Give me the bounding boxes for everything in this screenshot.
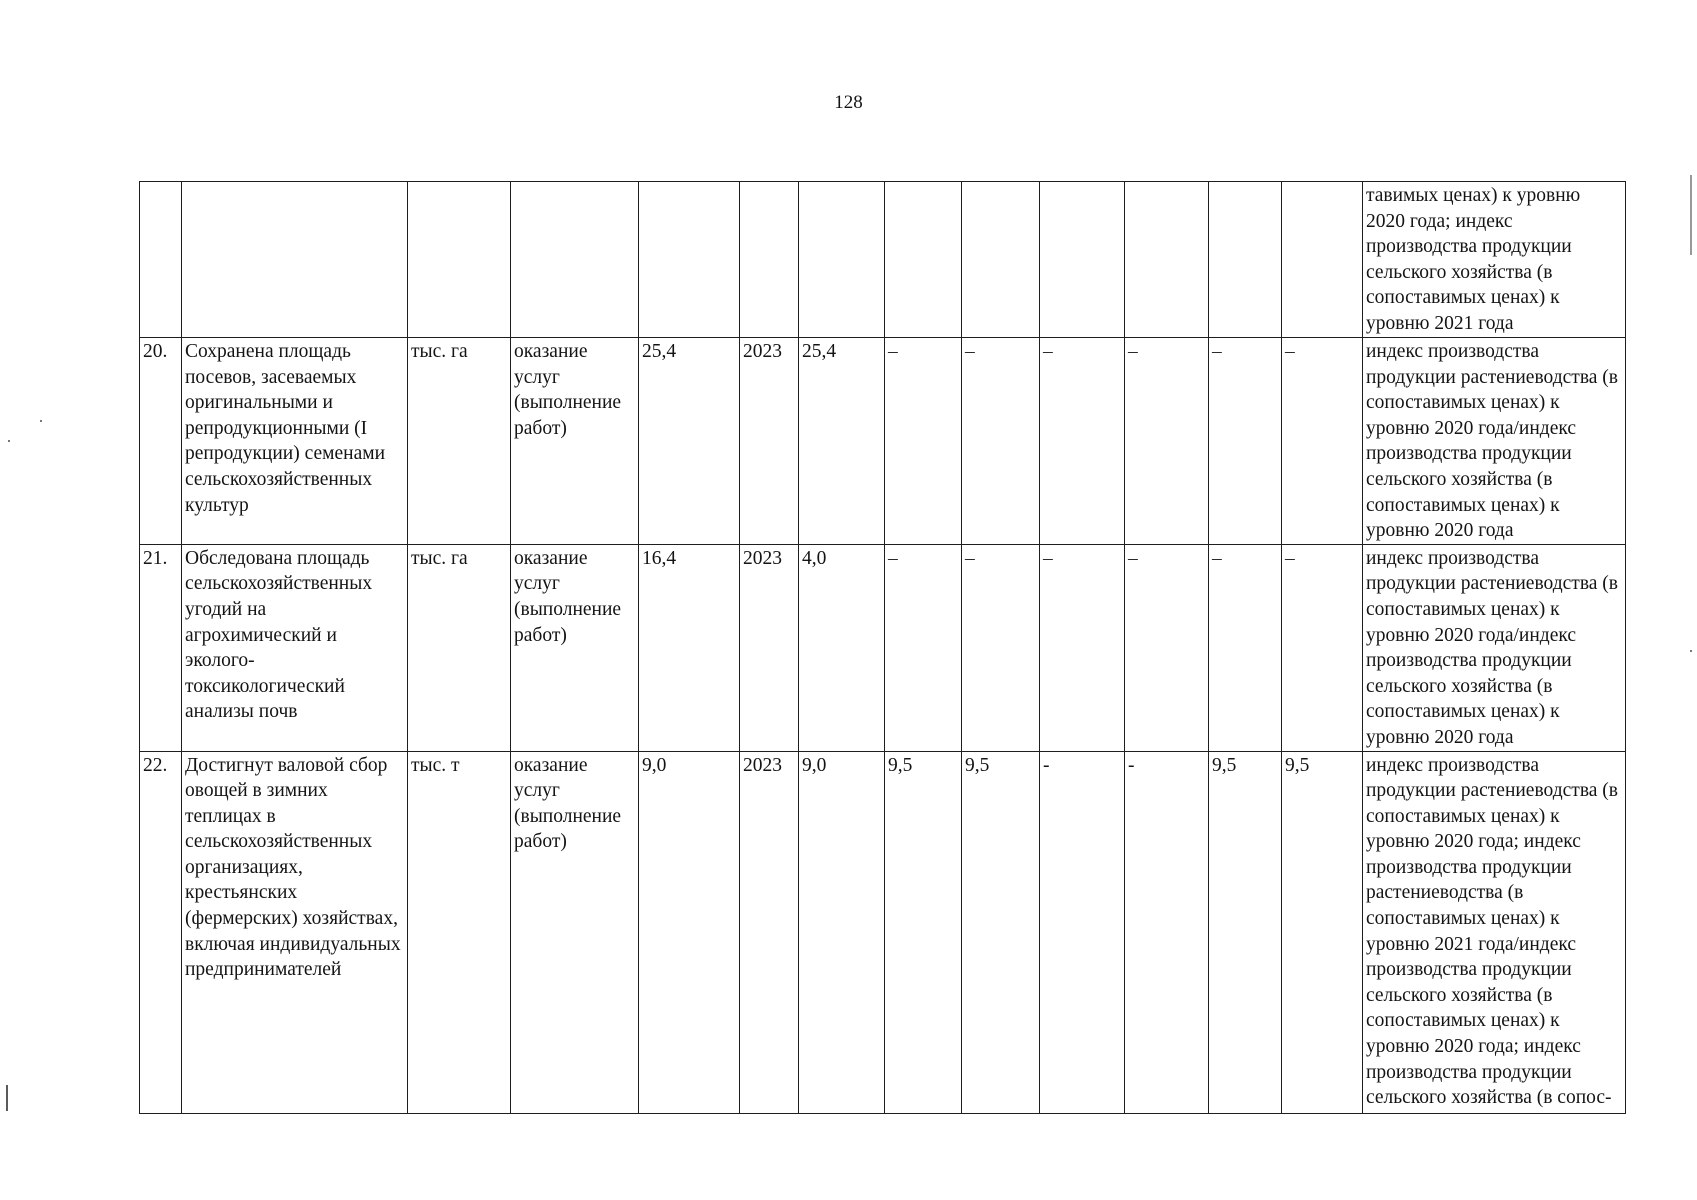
value-cell: –	[1209, 544, 1282, 751]
table-row	[140, 544, 1626, 751]
base-year-cell: 2023	[740, 338, 799, 545]
value-cell: 9,0	[799, 751, 885, 1113]
value-cell: 9,5	[1282, 751, 1363, 1113]
value-cell: 4,0	[799, 544, 885, 751]
table-row	[140, 338, 1626, 545]
value-cell	[1040, 182, 1125, 338]
type-cell: оказание услуг (выполнение работ)	[511, 751, 639, 1113]
value-cell: 9,5	[885, 751, 962, 1113]
value-cell: –	[1040, 338, 1125, 545]
value-cell: 9,5	[962, 751, 1040, 1113]
value-cell: –	[885, 338, 962, 545]
unit-cell: тыс. га	[408, 544, 511, 751]
type-cell: оказание услуг (выполнение работ)	[511, 338, 639, 545]
value-cell: –	[962, 338, 1040, 545]
scan-edge-mark	[1690, 175, 1692, 255]
value-cell: –	[1125, 338, 1209, 545]
value-cell	[885, 182, 962, 338]
value-cell	[962, 182, 1040, 338]
row-number-cell: 21.	[140, 544, 182, 751]
base-year-cell: 2023	[740, 544, 799, 751]
base-year-cell: 2023	[740, 751, 799, 1113]
base-value-cell	[639, 182, 740, 338]
row-number-cell: 22.	[140, 751, 182, 1113]
scan-speck	[40, 420, 42, 422]
value-cell	[1209, 182, 1282, 338]
value-cell: –	[1125, 544, 1209, 751]
value-cell: –	[1282, 544, 1363, 751]
indicator-cell: индекс производства продукции растениеводства (в сопоставимых ценах) к уровню 2020 года/индекс производства продукции сельского хозяйства (в сопоставимых ценах) к уровню 2020 года	[1363, 544, 1626, 751]
unit-cell: тыс. т	[408, 751, 511, 1113]
result-name-cell	[182, 182, 408, 338]
value-cell: 25,4	[799, 338, 885, 545]
unit-cell	[408, 182, 511, 338]
value-cell	[1125, 182, 1209, 338]
value-cell: –	[885, 544, 962, 751]
value-cell: 9,5	[1209, 751, 1282, 1113]
indicator-cell: индекс производства продукции растениеводства (в сопоставимых ценах) к уровню 2020 года/индекс производства продукции сельского хозяйства (в сопоставимых ценах) к уровню 2020 года	[1363, 338, 1626, 545]
value-cell: -	[1040, 751, 1125, 1113]
value-cell: –	[1209, 338, 1282, 545]
row-number-cell: 20.	[140, 338, 182, 545]
unit-cell: тыс. га	[408, 338, 511, 545]
result-name-cell: Достигнут валовой сбор овощей в зимних теплицах в сельскохозяйственных организациях, крестьянских (фермерских) хозяйствах, включая индивидуальных предпринимателей	[182, 751, 408, 1113]
measures-table	[139, 181, 1626, 1114]
base-year-cell	[740, 182, 799, 338]
value-cell: -	[1125, 751, 1209, 1113]
value-cell	[1282, 182, 1363, 338]
value-cell: –	[1040, 544, 1125, 751]
type-cell	[511, 182, 639, 338]
indicator-cell: тавимых ценах) к уровню 2020 года; индекс производства продукции сельского хозяйства (в сопоставимых ценах) к уровню 2021 года	[1363, 182, 1626, 338]
scan-speck	[1690, 650, 1692, 652]
scan-speck	[8, 440, 10, 442]
result-name-cell: Обследована площадь сельскохозяйственных угодий на агрохимический и эколого-токсикологический анализы почв	[182, 544, 408, 751]
base-value-cell: 9,0	[639, 751, 740, 1113]
scan-edge-mark	[6, 1085, 8, 1111]
row-number-cell	[140, 182, 182, 338]
value-cell: –	[962, 544, 1040, 751]
value-cell	[799, 182, 885, 338]
base-value-cell: 16,4	[639, 544, 740, 751]
table-row	[140, 751, 1626, 1113]
base-value-cell: 25,4	[639, 338, 740, 545]
page-number: 128	[834, 92, 863, 113]
type-cell: оказание услуг (выполнение работ)	[511, 544, 639, 751]
continuation-row	[140, 182, 1626, 338]
value-cell: –	[1282, 338, 1363, 545]
result-name-cell: Сохранена площадь посевов, засеваемых оригинальными и репродукционными (I репродукции) семенами сельскохозяйственных культур	[182, 338, 408, 545]
indicator-cell: индекс производства продукции растениеводства (в сопоставимых ценах) к уровню 2020 года; индекс производства продукции растениеводства (в сопоставимых ценах) к уровню 2021 года/индекс производства продукции сельского хозяйства (в сопоставимых ценах) к уровню 2020 года; индекс производства продукции сельского хозяйства (в сопос-	[1363, 751, 1626, 1113]
